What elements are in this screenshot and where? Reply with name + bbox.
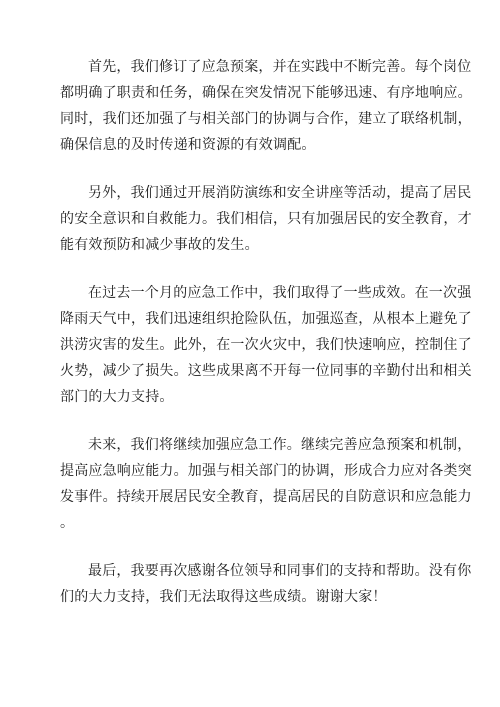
text-line: 确保信息的及时传递和资源的有效调配。: [60, 137, 316, 153]
paragraph-future-plans: [60, 432, 472, 536]
text-line: 另外，我们通过开展消防演练和安全讲座等活动，提高了居民: [88, 185, 472, 201]
text-line: 都明确了职责和任务，确保在突发情况下能够迅速、有序地响应。: [60, 85, 472, 101]
paragraph-safety-education: [60, 180, 472, 258]
text-line: 发事件。持续开展居民安全教育，提高居民的自防意识和应急能力: [60, 489, 472, 505]
text-line: 火势，减少了损失。这些成果离不开每一位同事的辛勤付出和相关: [60, 363, 472, 379]
text-line: 部门的大力支持。: [60, 389, 174, 405]
paragraph-emergency-plan: [60, 54, 472, 158]
paragraph-achievements: [60, 280, 472, 410]
text-line: 的安全意识和自救能力。我们相信，只有加强居民的安全教育，才: [60, 211, 472, 227]
text-line: 降雨天气中，我们迅速组织抢险队伍，加强巡查，从根本上避免了: [60, 311, 472, 327]
text-line: 同时，我们还加强了与相关部门的协调与合作，建立了联络机制，: [60, 111, 472, 127]
text-line: 最后，我要再次感谢各位领导和同事们的支持和帮助。没有你: [88, 563, 472, 579]
text-line: 提高应急响应能力。加强与相关部门的协调，形成合力应对各类突: [60, 463, 472, 479]
text-line: 未来，我们将继续加强应急工作。继续完善应急预案和机制，: [88, 437, 472, 453]
text-line: 洪涝灾害的发生。此外，在一次火灾中，我们快速响应，控制住了: [60, 337, 472, 353]
text-line: 在过去一个月的应急工作中，我们取得了一些成效。在一次强: [88, 285, 472, 301]
document-body: [60, 54, 472, 632]
text-line: 。: [60, 515, 75, 531]
text-line: 能有效预防和减少事故的发生。: [60, 237, 259, 253]
paragraph-thanks: [60, 558, 472, 610]
text-line: 首先，我们修订了应急预案，并在实践中不断完善。每个岗位: [88, 59, 472, 75]
text-line: 们的大力支持，我们无法取得这些成绩。谢谢大家！: [60, 589, 387, 605]
